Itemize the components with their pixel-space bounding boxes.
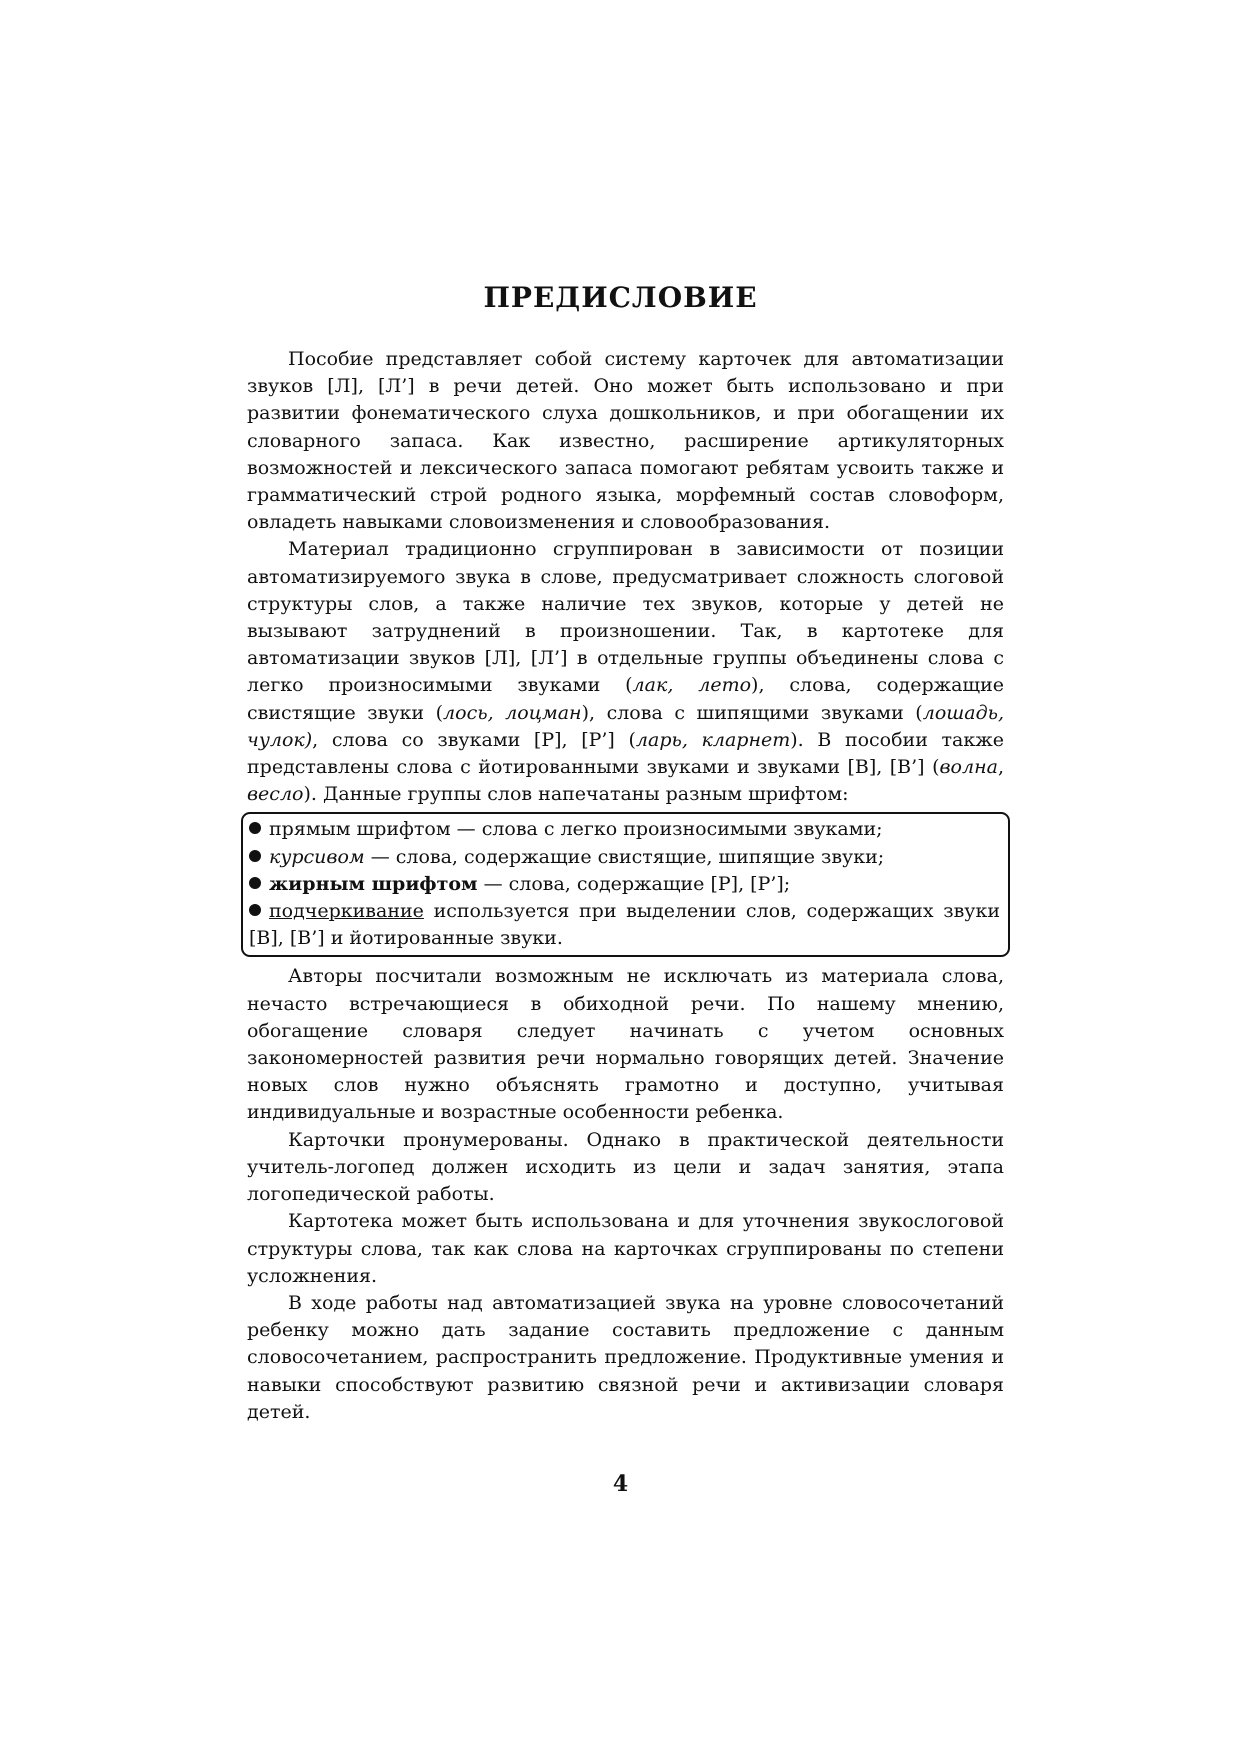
legend-text: используется при выделении слов, содержащих звуки [В], [В’] и йотированные звуки. — [249, 900, 1000, 950]
text-segment: , — [997, 756, 1004, 779]
example-words: ларь, кларнет — [635, 728, 791, 751]
legend-text: — слова, содержащие свистящие, шипящие звуки; — [364, 845, 885, 868]
example-words: лось, лоцман — [443, 701, 582, 724]
legend-item-italic — [249, 844, 1000, 871]
text-segment: ), слова, содержащие свистящие звуки ( — [247, 674, 1005, 724]
paragraph-practice: В ходе работы над автоматизацией звука на уровне словосочетаний ребенку можно дать задание составить предложение с данным словосочетанием, распространить предложение. Продуктивные умения и навыки способствуют развитию связной речи и активизации словаря детей. — [247, 1291, 1004, 1423]
text-segment: ), слова с шипящими звуками ( — [581, 701, 923, 724]
example-words: лак, лето — [632, 674, 752, 697]
bullet-icon — [249, 822, 261, 834]
legend-text: прямым шрифтом — слова с легко произносимыми звуками; — [269, 818, 883, 841]
paragraph-material — [247, 536, 1004, 808]
legend-item-regular — [249, 816, 1000, 843]
legend-key: курсивом — [269, 845, 365, 868]
legend-item-bold — [249, 871, 1000, 898]
bullet-icon — [249, 850, 261, 862]
text-segment: , слова со звуками [Р], [Р’] ( — [312, 728, 636, 751]
legend-key: подчеркивание — [269, 900, 424, 923]
body-text — [247, 346, 1004, 1426]
legend-item-underline — [249, 898, 1000, 952]
text-segment: Материал традиционно сгруппирован в зависимости от позиции автоматизируемого звука в слове, предусматривает сложность слоговой структуры слов, а также наличие тех звуков, которые у детей не вызывают затруднений в произношении. Так, в картотеке для автоматизации звуков [Л], [Л’] в отдельные группы объединены слова с легко произносимыми звуками ( — [247, 538, 1004, 697]
example-words: лошадь, чулок) — [247, 701, 1005, 751]
paragraph-intro: Пособие представляет собой систему карточек для автоматизации звуков [Л], [Л’] в речи детей. Оно может быть использовано и при развитии фонематического слуха дошкольников, и при обогащении их словарного запаса. Как известно, расширение артикуляторных возможностей и лексического запаса помогают ребятам усвоить также и грамматический строй родного языка, морфемный состав словоформ, овладеть навыками словоизменения и словообразования. — [247, 348, 1004, 534]
page-title: ПРЕДИСЛОВИЕ — [483, 281, 758, 314]
example-words: весло — [247, 783, 304, 806]
bullet-icon — [249, 877, 261, 889]
example-words: волна — [939, 756, 998, 779]
legend-key: жирным шрифтом — [269, 872, 478, 895]
bullet-icon — [249, 904, 261, 916]
text-segment: ). Данные группы слов напечатаны разным шрифтом: — [303, 783, 849, 806]
paragraph-cards: Карточки пронумерованы. Однако в практической деятельности учитель-логопед должен исходить из цели и задач занятия, этапа логопедической работы. — [247, 1128, 1004, 1206]
page-number: 4 — [612, 1471, 629, 1497]
paragraph-structure: Картотека может быть использована и для уточнения звукослоговой структуры слова, так как слова на карточках сгруппированы по степени усложнения. — [247, 1210, 1004, 1287]
text-segment: ). В пособии также представлены слова с йотированными звуками и звуками [В], [В’] ( — [247, 728, 1004, 779]
legend-text: — слова, содержащие [Р], [Р’]; — [477, 872, 791, 895]
paragraph-authors: Авторы посчитали возможным не исключать из материала слова, нечасто встречающиеся в обиходной речи. По нашему мнению, обогащение словаря следует начинать с учетом основных закономерностей развития речи нормально говорящих детей. Значение новых слов нужно объяснять грамотно и доступно, учитывая индивидуальные и возрастные особенности ребенка. — [247, 965, 1004, 1124]
font-legend-box — [241, 812, 1010, 957]
